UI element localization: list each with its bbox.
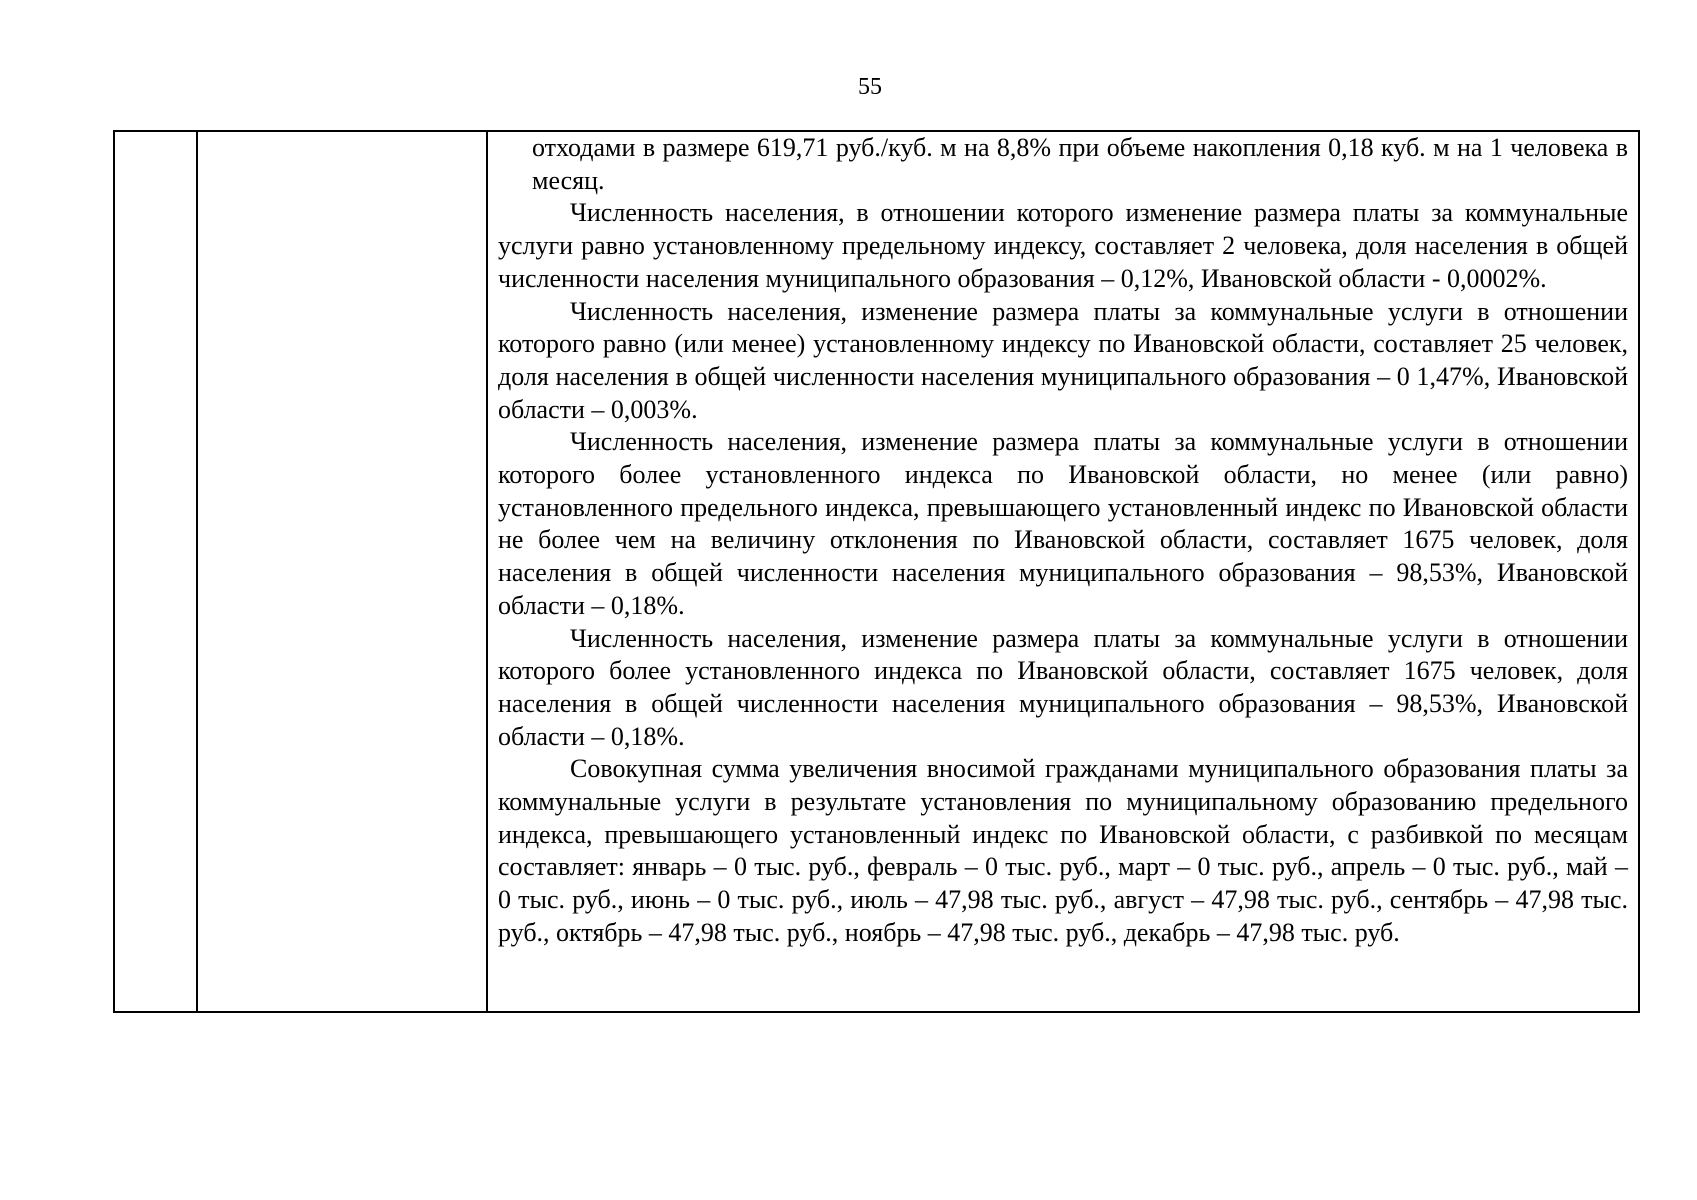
paragraph-population-within-deviation: Численность населения, изменение размера платы за коммунальные услуги в отношении которого более установленного индекса по Ивановской области, но менее (или равно) установленного предельного индекса, превышающего установленный индекс по Ивановской области не более чем на величину отклонения по Ивановской области, составляет 1675 человек, доля населения в общей численности населения муниципального образования – 98,53%, Ивановской области – 0,18%.	[498, 427, 1628, 620]
table-cell-title	[197, 131, 487, 1012]
table-cell-number	[114, 131, 197, 1012]
paragraph-population-above-index: Численность населения, изменение размера платы за коммунальные услуги в отношении которого более установленного индекса по Ивановской области, составляет 1675 человек, доля населения в общей численности населения муниципального образования – 98,53%, Ивановской области – 0,18%.	[498, 623, 1628, 751]
table-row	[114, 131, 1639, 1012]
page-number: 55	[858, 74, 882, 100]
paragraph-total-increase: Совокупная сумма увеличения вносимой гражданами муниципального образования платы за коммунальные услуги в результате установления по муниципальному образованию предельного индекса, превышающего установленный индекс по Ивановской области, с разбивкой по месяцам составляет: январь – 0 тыс. руб., февраль – 0 тыс. руб., март – 0 тыс. руб., апрель – 0 тыс. руб., май – 0 тыс. руб., июнь – 0 тыс. руб., июль – 47,98 тыс. руб., август – 47,98 тыс. руб., сентябрь – 47,98 тыс. руб., октябрь – 47,98 тыс. руб., ноябрь – 47,98 тыс. руб., декабрь – 47,98 тыс. руб.	[498, 754, 1628, 947]
table-cell-text	[487, 131, 1639, 1012]
paragraph-waste-tariff: отходами в размере 619,71 руб./куб. м на 8,8% при объеме накопления 0,18 куб. м на 1 человека в месяц.	[532, 133, 1628, 195]
paragraph-population-equal-limit: Численность населения, в отношении которого изменение размера платы за коммунальные услуги равно установленному предельному индексу, составляет 2 человека, доля населения в общей численности населения муниципального образования – 0,12%, Ивановской области - 0,0002%.	[498, 198, 1628, 293]
paragraph-population-below-index: Численность населения, изменение размера платы за коммунальные услуги в отношении которого равно (или менее) установленному индексу по Ивановской области, составляет 25 человек, доля населения в общей численности населения муниципального образования – 0 1,47%, Ивановской области – 0,003%.	[498, 296, 1628, 424]
document-table	[113, 130, 1640, 1013]
